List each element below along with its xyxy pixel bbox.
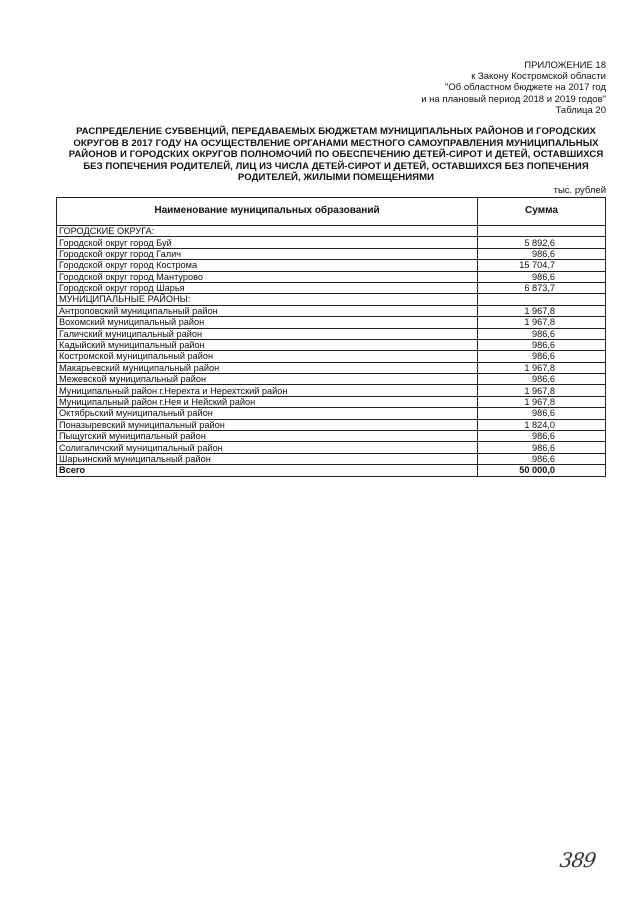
amount-value (478, 294, 606, 305)
municipality-name: Костромской муниципальный район (57, 351, 478, 362)
amount-value: 1 967,8 (478, 317, 606, 328)
amount-value: 986,6 (478, 453, 606, 464)
table-row (57, 385, 606, 396)
municipality-name: ГОРОДСКИЕ ОКРУГА: (57, 226, 478, 237)
total-row (57, 465, 606, 476)
amount-value: 1 967,8 (478, 305, 606, 316)
amount-value: 986,6 (478, 408, 606, 419)
amount-value (478, 226, 606, 237)
law-reference: к Закону Костромской области (471, 71, 606, 83)
law-title-line-1: "Об областном бюджете на 2017 год (445, 82, 606, 94)
municipality-name: Городской округ город Буй (57, 237, 478, 248)
municipality-name: Макарьевский муниципальный район (57, 362, 478, 373)
table-row (57, 282, 606, 293)
law-title-line-2: и на плановый период 2018 и 2019 годов" (421, 93, 606, 105)
amount-value: 1 967,8 (478, 385, 606, 396)
table-row (57, 260, 606, 271)
amount-value: 15 704,7 (478, 260, 606, 271)
table-row (57, 374, 606, 385)
municipality-name: Шарьинский муниципальный район (57, 453, 478, 464)
municipality-name: Солигаличский муниципальный район (57, 442, 478, 453)
amount-value: 1 967,8 (478, 396, 606, 407)
table-row (57, 396, 606, 407)
table-row (57, 442, 606, 453)
municipality-name: Муниципальный район г.Нея и Нейский район (57, 396, 478, 407)
table-row (57, 362, 606, 373)
municipality-name: Городской округ город Мантурово (57, 271, 478, 282)
table-number: Таблица 20 (555, 104, 606, 116)
table-header-row (57, 198, 606, 226)
municipality-name: Поназыревский муниципальный район (57, 419, 478, 430)
table-row (57, 317, 606, 328)
municipality-name: Городской округ город Шарья (57, 282, 478, 293)
municipality-name: Вохомский муниципальный район (57, 317, 478, 328)
distribution-table (56, 197, 606, 477)
amount-value: 986,6 (478, 248, 606, 259)
table-row (57, 431, 606, 442)
title-line: РАЙОНОВ И ГОРОДСКИХ ОКРУГОВ ПОЛНОМОЧИЙ ПО ОБЕСПЕЧЕНИЮ ДЕТЕЙ-СИРОТ И ДЕТЕЙ, ОСТАВШИХСЯ (68, 149, 604, 161)
table-row (57, 328, 606, 339)
municipality-name: Городской округ город Галич (57, 248, 478, 259)
table-row (57, 305, 606, 316)
table-row (57, 351, 606, 362)
municipality-name: Межевской муниципальный район (57, 374, 478, 385)
municipality-name: МУНИЦИПАЛЬНЫЕ РАЙОНЫ: (57, 294, 478, 305)
municipality-name: Пыщугский муниципальный район (57, 431, 478, 442)
municipality-name: Городской округ город Кострома (57, 260, 478, 271)
municipality-name: Муниципальный район г.Нерехта и Нерехтский район (57, 385, 478, 396)
table-row (57, 453, 606, 464)
amount-value: 986,6 (478, 442, 606, 453)
units-label: тыс. рублей (553, 185, 606, 196)
title-line: БЕЗ ПОПЕЧЕНИЯ РОДИТЕЛЕЙ, ЛИЦ ИЗ ЧИСЛА ДЕТЕЙ-СИРОТ И ДЕТЕЙ, ОСТАВШИХСЯ БЕЗ ПОПЕЧЕНИЯ (83, 160, 589, 172)
table-row (57, 294, 606, 305)
table-body (57, 226, 606, 477)
table-row (57, 237, 606, 248)
table-row (57, 248, 606, 259)
amount-value: 986,6 (478, 328, 606, 339)
title-line: ОКРУГОВ В 2017 ГОДУ НА ОСУЩЕСТВЛЕНИЕ ОРГАНАМИ МЕСТНОГО САМОУПРАВЛЕНИЯ МУНИЦИПАЛЬНЫХ (73, 137, 599, 149)
amount-value: 5 892,6 (478, 237, 606, 248)
amount-value: 6 873,7 (478, 282, 606, 293)
title-line: РАСПРЕДЕЛЕНИЕ СУБВЕНЦИЙ, ПЕРЕДАВАЕМЫХ БЮДЖЕТАМ МУНИЦИПАЛЬНЫХ РАЙОНОВ И ГОРОДСКИХ (76, 126, 596, 137)
municipality-name: Галичский муниципальный район (57, 328, 478, 339)
table-row (57, 339, 606, 350)
table-row (57, 226, 606, 237)
municipality-name: Антроповский муниципальный район (57, 305, 478, 316)
amount-value: 986,6 (478, 339, 606, 350)
handwritten-page-number: 389 (558, 848, 597, 872)
appendix-label: ПРИЛОЖЕНИЕ 18 (524, 60, 606, 71)
municipality-name: Октябрьский муниципальный район (57, 408, 478, 419)
amount-value: 986,6 (478, 351, 606, 362)
title-line: РОДИТЕЛЕЙ, ЖИЛЫМИ ПОМЕЩЕНИЯМИ (237, 172, 435, 184)
column-header-name: Наименование муниципальных образований (57, 198, 478, 226)
table-row (57, 419, 606, 430)
amount-value: 986,6 (478, 374, 606, 385)
table-row (57, 408, 606, 419)
total-amount: 50 000,0 (478, 465, 606, 476)
amount-value: 1 824,0 (478, 419, 606, 430)
appendix-header (421, 60, 606, 116)
municipality-name: Кадыйский муниципальный район (57, 339, 478, 350)
table-row (57, 271, 606, 282)
total-label: Всего (57, 465, 478, 476)
amount-value: 986,6 (478, 271, 606, 282)
document-title (56, 126, 616, 184)
amount-value: 986,6 (478, 431, 606, 442)
amount-value: 1 967,8 (478, 362, 606, 373)
column-header-amount: Сумма (478, 198, 606, 226)
